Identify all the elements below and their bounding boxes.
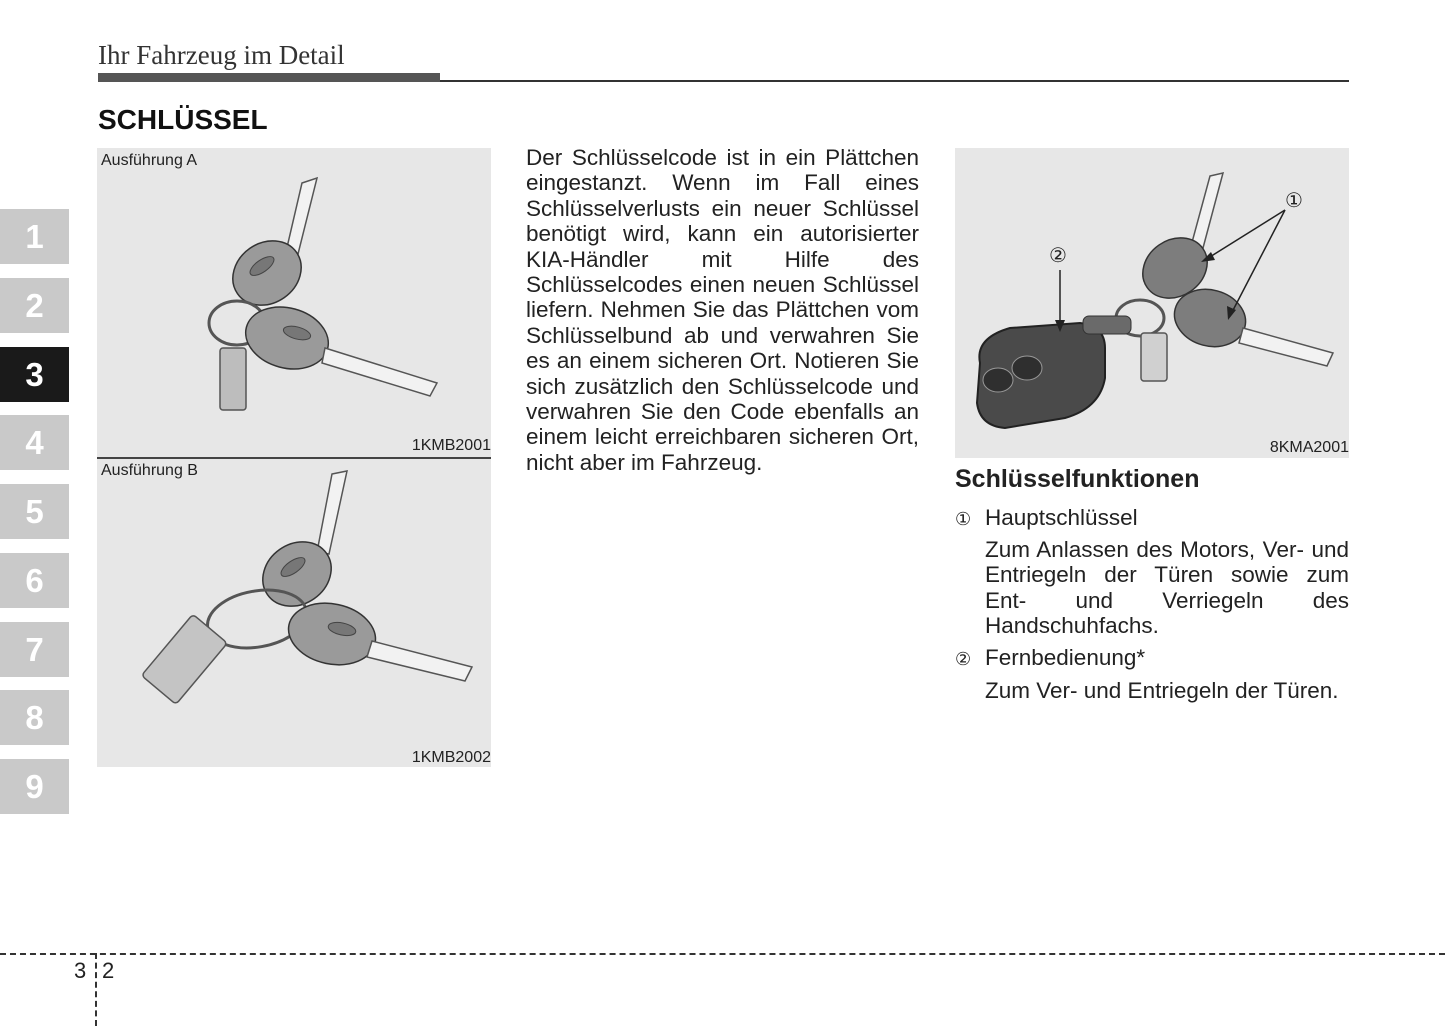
key-code-paragraph: Der Schlüsselcode ist in ein Plättchen eingestanzt. Wenn im Fall eines Schlüsselverlusts ein neuer Schlüssel benötigt wird, kann ein autorisierter KIA-Händler mit Hilfe des Schlüsselcodes einen neuen Schlüssel liefern. Nehmen Sie das Plättchen vom Schlüsselbund ab und verwahren Sie es an einem sicheren Ort. Notieren Sie sich zusätzlich den Schlüsselcode und verwahren Sie den Code ebenfalls an einem leicht erreichbaren sicheren Ort, nicht aber im Fahrzeug.	[526, 145, 919, 475]
footer-divider	[95, 953, 97, 1026]
chapter-tab-4[interactable]: 4	[0, 415, 69, 470]
chapter-number: 3	[74, 958, 87, 983]
figure-label-b: Ausführung B	[101, 462, 198, 479]
key-illustration-b	[97, 459, 491, 767]
function-item-remote	[955, 645, 1145, 671]
figure-code-a: 1KMB2001	[411, 437, 491, 454]
figure-key-functions	[955, 148, 1349, 458]
running-header: Ihr Fahrzeug im Detail	[98, 40, 345, 70]
figure-label-a: Ausführung A	[101, 152, 198, 169]
chapter-tab-5[interactable]: 5	[0, 484, 69, 539]
function-number: ①	[955, 509, 972, 530]
chapter-tab-2[interactable]: 2	[0, 278, 69, 333]
section-title: SCHLÜSSEL	[98, 104, 268, 135]
footer-rule	[0, 953, 1445, 955]
chapter-tab-8[interactable]: 8	[0, 690, 69, 745]
figure-key-variant-a	[97, 148, 491, 457]
figure-key-variant-b	[97, 459, 491, 767]
chapter-tab-7[interactable]: 7	[0, 622, 69, 677]
chapter-tab-3[interactable]: 3	[0, 347, 69, 402]
header-rule	[440, 80, 1349, 82]
function-label: Hauptschlüssel	[985, 505, 1138, 530]
function-desc-main-key: Zum Anlassen des Motors, Ver- und Entriegeln der Türen sowie zum Ent- und Verriegeln des Handschuhfachs.	[985, 537, 1349, 639]
function-desc-remote: Zum Ver- und Entriegeln der Türen.	[985, 678, 1339, 703]
header-bar	[98, 73, 440, 82]
functions-title: Schlüsselfunktionen	[955, 465, 1200, 493]
chapter-tab-9[interactable]: 9	[0, 759, 69, 814]
figure-code-c: 8KMA2001	[1269, 439, 1349, 456]
function-item-main-key	[955, 505, 1138, 531]
chapter-tab-1[interactable]: 1	[0, 209, 69, 264]
key-illustration-a	[97, 148, 491, 457]
page-number: 2	[102, 958, 115, 983]
callout-main-key: ①	[1285, 188, 1303, 212]
function-number: ②	[955, 649, 972, 670]
chapter-tab-6[interactable]: 6	[0, 553, 69, 608]
function-label: Fernbedienung*	[985, 645, 1146, 670]
callout-remote: ②	[1049, 243, 1067, 267]
figure-code-b: 1KMB2002	[411, 749, 491, 766]
